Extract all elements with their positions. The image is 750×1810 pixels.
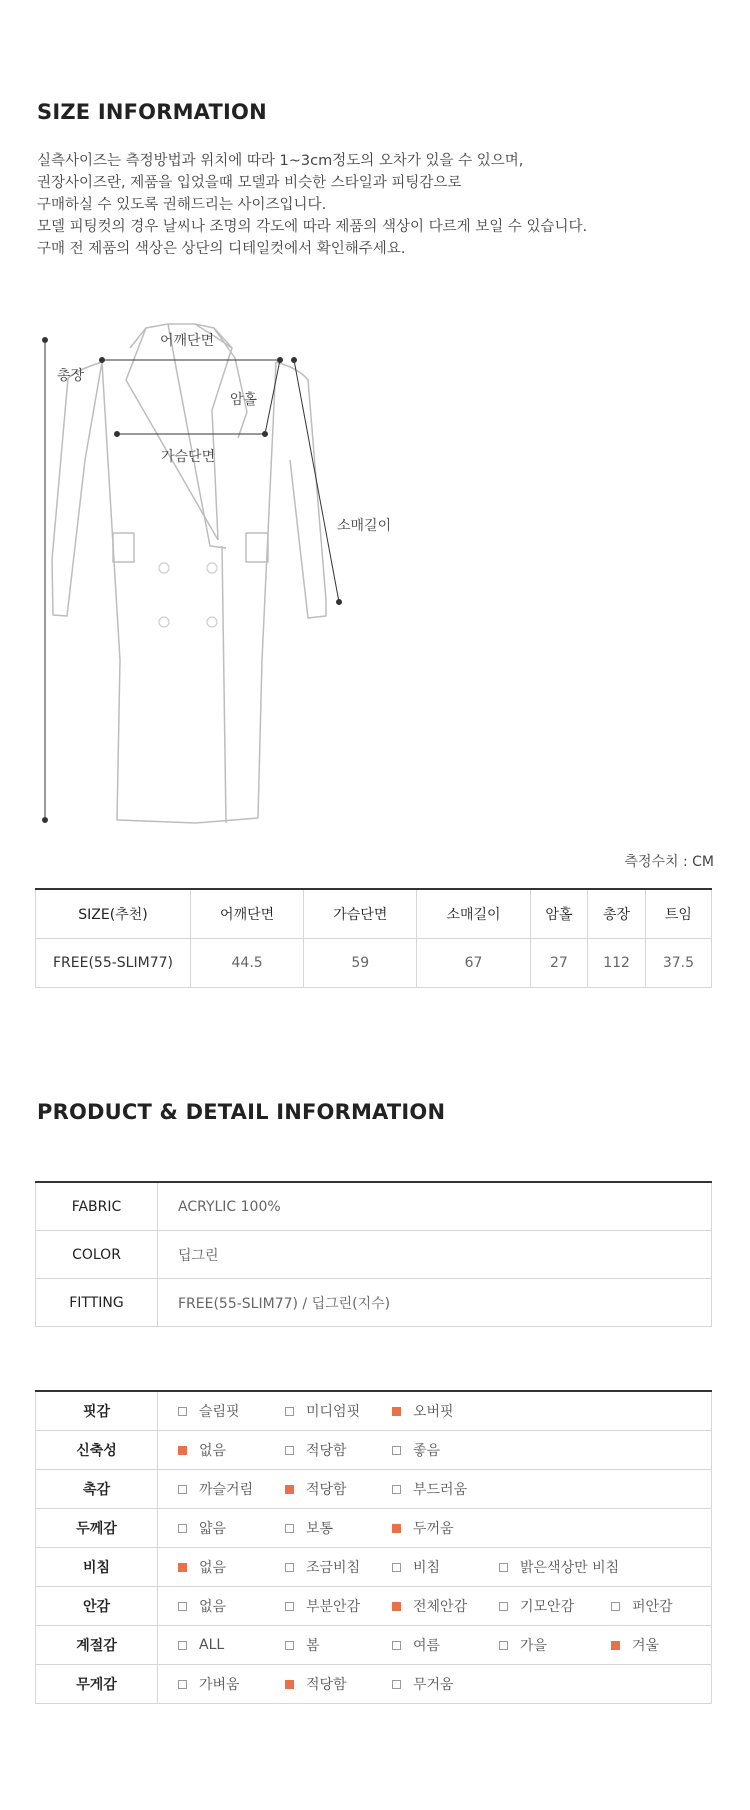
attribute-row	[36, 1391, 712, 1431]
unchecked-box-icon	[178, 1485, 187, 1494]
unchecked-box-icon	[285, 1602, 294, 1611]
size-note-line: 모델 피팅컷의 경우 날씨나 조명의 각도에 따라 제품의 색상이 다르게 보일 수 있습니다.	[37, 219, 588, 235]
size-section-title: SIZE INFORMATION	[37, 100, 267, 124]
info-row	[36, 1182, 712, 1231]
attribute-option	[392, 1479, 467, 1499]
size-header-cell: 트임	[645, 889, 711, 939]
attribute-option-label: 없음	[199, 1560, 227, 1576]
measure-lines	[43, 338, 342, 823]
size-header-cell: 가슴단면	[304, 889, 417, 939]
attribute-option	[392, 1557, 440, 1577]
unchecked-box-icon	[285, 1407, 294, 1416]
unchecked-box-icon	[392, 1680, 401, 1689]
unchecked-box-icon	[392, 1563, 401, 1572]
attribute-option-label: 까슬거림	[199, 1482, 254, 1498]
attribute-options	[158, 1548, 712, 1587]
unchecked-box-icon	[499, 1641, 508, 1650]
attribute-option-label: 부분안감	[306, 1599, 361, 1615]
attribute-option	[285, 1557, 360, 1577]
attribute-row	[36, 1587, 712, 1626]
attribute-options	[158, 1470, 712, 1509]
info-row	[36, 1279, 712, 1327]
unchecked-box-icon	[178, 1602, 187, 1611]
coat-outline	[52, 324, 326, 823]
info-value: ACRYLIC 100%	[158, 1182, 712, 1231]
attribute-option	[499, 1557, 619, 1577]
attribute-option	[285, 1401, 360, 1421]
diagram-label-chest: 가슴단면	[161, 449, 216, 465]
attribute-option-label: 적당함	[306, 1677, 347, 1693]
attribute-option-label: 미디엄핏	[306, 1404, 361, 1420]
size-cell: 37.5	[645, 939, 711, 988]
unchecked-box-icon	[392, 1485, 401, 1494]
checked-box-icon	[285, 1485, 294, 1494]
info-row	[36, 1231, 712, 1279]
size-cell: 67	[417, 939, 530, 988]
attribute-option-label: 적당함	[306, 1482, 347, 1498]
coat-buttons	[159, 563, 217, 627]
measurement-unit-label: 측정수치 : CM	[624, 854, 714, 870]
attribute-option-label: 전체안감	[413, 1599, 468, 1615]
checked-box-icon	[285, 1680, 294, 1689]
attribute-label: 촉감	[36, 1470, 158, 1509]
diagram-label-sleeve: 소매길이	[337, 518, 392, 534]
attribute-option	[178, 1557, 226, 1577]
checked-box-icon	[392, 1602, 401, 1611]
attribute-option-label: 비침	[413, 1560, 441, 1576]
attribute-row	[36, 1665, 712, 1704]
product-info-table	[35, 1181, 712, 1327]
product-attributes-table	[35, 1390, 712, 1704]
attribute-option	[499, 1635, 547, 1655]
attribute-options	[158, 1509, 712, 1548]
attribute-option	[611, 1635, 659, 1655]
checked-box-icon	[611, 1641, 620, 1650]
attribute-option-label: 좋음	[413, 1443, 441, 1459]
unchecked-box-icon	[285, 1524, 294, 1533]
attribute-option-label: 가벼움	[199, 1677, 240, 1693]
attribute-row	[36, 1431, 712, 1470]
attribute-option-label: 기모안감	[520, 1599, 575, 1615]
size-header-cell: 총장	[588, 889, 646, 939]
attribute-options	[158, 1391, 712, 1431]
size-header-cell: 소매길이	[417, 889, 530, 939]
attribute-label: 안감	[36, 1587, 158, 1626]
attribute-row	[36, 1626, 712, 1665]
info-label: FITTING	[36, 1279, 158, 1327]
checked-box-icon	[178, 1563, 187, 1572]
attribute-option	[178, 1401, 240, 1421]
unchecked-box-icon	[178, 1524, 187, 1533]
checked-box-icon	[392, 1524, 401, 1533]
size-table-row	[36, 939, 712, 988]
size-note-line: 구매하실 수 있도록 권해드리는 사이즈입니다.	[37, 197, 327, 213]
attribute-option	[392, 1401, 454, 1421]
attribute-options	[158, 1626, 712, 1665]
size-header-cell: 암홀	[530, 889, 588, 939]
info-value: 딥그린	[158, 1231, 712, 1279]
attribute-option	[392, 1518, 454, 1538]
attribute-row	[36, 1548, 712, 1587]
diagram-label-length: 총장	[57, 368, 85, 384]
unchecked-box-icon	[285, 1446, 294, 1455]
size-cell: 59	[304, 939, 417, 988]
unchecked-box-icon	[178, 1641, 187, 1650]
attribute-option-label: ALL	[199, 1637, 225, 1653]
attribute-row	[36, 1509, 712, 1548]
attribute-option-label: 밝은색상만 비침	[520, 1560, 620, 1576]
attribute-option	[178, 1674, 240, 1694]
size-header-cell: SIZE(추천)	[36, 889, 191, 939]
attribute-label: 두께감	[36, 1509, 158, 1548]
attribute-option	[285, 1596, 360, 1616]
attribute-option	[178, 1518, 226, 1538]
attribute-option-label: 봄	[306, 1638, 320, 1654]
attribute-option	[392, 1596, 467, 1616]
attribute-option-label: 퍼안감	[632, 1599, 673, 1615]
attribute-option	[392, 1674, 454, 1694]
attribute-option-label: 슬림핏	[199, 1404, 240, 1420]
attribute-label: 무게감	[36, 1665, 158, 1704]
diagram-label-armhole: 암홀	[230, 392, 258, 408]
unchecked-box-icon	[178, 1680, 187, 1689]
attribute-option-label: 겨울	[632, 1638, 660, 1654]
size-cell: 112	[588, 939, 646, 988]
attribute-label: 핏감	[36, 1391, 158, 1431]
attribute-option	[285, 1479, 347, 1499]
size-note-line: 권장사이즈란, 제품을 입었을때 모델과 비슷한 스타일과 피팅감으로	[37, 175, 462, 191]
attribute-option	[178, 1440, 226, 1460]
attribute-option-label: 부드러움	[413, 1482, 468, 1498]
unchecked-box-icon	[392, 1446, 401, 1455]
attribute-option-label: 없음	[199, 1599, 227, 1615]
checked-box-icon	[392, 1407, 401, 1416]
attribute-options	[158, 1431, 712, 1470]
attribute-option	[285, 1635, 320, 1655]
attribute-option	[392, 1440, 440, 1460]
attribute-option	[285, 1674, 347, 1694]
size-cell: 44.5	[191, 939, 304, 988]
size-table-header-row	[36, 889, 712, 939]
diagram-label-shoulder: 어깨단면	[160, 333, 215, 349]
size-note-line: 구매 전 제품의 색상은 상단의 디테일컷에서 확인해주세요.	[37, 241, 406, 257]
unchecked-box-icon	[285, 1563, 294, 1572]
unchecked-box-icon	[499, 1563, 508, 1572]
attribute-option	[178, 1596, 226, 1616]
attribute-option	[178, 1637, 224, 1653]
unchecked-box-icon	[285, 1641, 294, 1650]
attribute-label: 신축성	[36, 1431, 158, 1470]
coat-measurement-diagram	[0, 300, 420, 840]
attribute-option-label: 적당함	[306, 1443, 347, 1459]
attribute-option-label: 없음	[199, 1443, 227, 1459]
attribute-options	[158, 1587, 712, 1626]
attribute-option-label: 얇음	[199, 1521, 227, 1537]
attribute-option-label: 두꺼움	[413, 1521, 454, 1537]
attribute-option	[285, 1440, 347, 1460]
attribute-option-label: 무거움	[413, 1677, 454, 1693]
unchecked-box-icon	[392, 1641, 401, 1650]
size-notes	[37, 150, 587, 260]
attribute-option-label: 오버핏	[413, 1404, 454, 1420]
unchecked-box-icon	[178, 1407, 187, 1416]
attribute-option	[499, 1596, 574, 1616]
size-header-cell: 어깨단면	[191, 889, 304, 939]
attribute-option	[285, 1518, 333, 1538]
info-label: FABRIC	[36, 1182, 158, 1231]
attribute-option	[392, 1635, 440, 1655]
unchecked-box-icon	[611, 1602, 620, 1611]
checked-box-icon	[178, 1446, 187, 1455]
info-value: FREE(55-SLIM77) / 딥그린(지수)	[158, 1279, 712, 1327]
attribute-row	[36, 1470, 712, 1509]
attribute-options	[158, 1665, 712, 1704]
attribute-label: 계절감	[36, 1626, 158, 1665]
attribute-label: 비침	[36, 1548, 158, 1587]
size-cell: FREE(55-SLIM77)	[36, 939, 191, 988]
unchecked-box-icon	[499, 1602, 508, 1611]
size-cell: 27	[530, 939, 588, 988]
attribute-option-label: 여름	[413, 1638, 441, 1654]
attribute-option	[611, 1596, 673, 1616]
attribute-option-label: 가을	[520, 1638, 548, 1654]
size-table	[35, 888, 712, 988]
info-label: COLOR	[36, 1231, 158, 1279]
size-note-line: 실측사이즈는 측정방법과 위치에 따라 1~3cm정도의 오차가 있을 수 있으며,	[37, 153, 524, 169]
attribute-option-label: 보통	[306, 1521, 334, 1537]
attribute-option-label: 조금비침	[306, 1560, 361, 1576]
attribute-option	[178, 1479, 253, 1499]
product-section-title: PRODUCT & DETAIL INFORMATION	[37, 1100, 446, 1124]
